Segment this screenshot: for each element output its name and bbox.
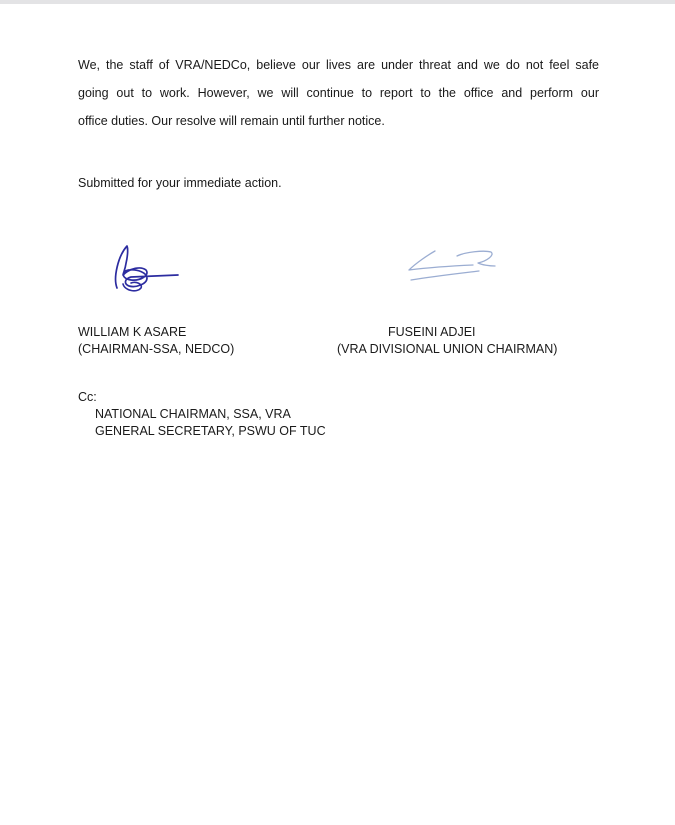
- signatory-name-william: WILLIAM K ASARE: [78, 325, 187, 339]
- fuseini-signature-underline: [411, 271, 479, 280]
- signatory-block-william: [78, 324, 234, 357]
- body-paragraph-line-3: office duties. Our resolve will remain until further notice.: [78, 114, 385, 128]
- signatory-title-william: (CHAIRMAN-SSA, NEDCO): [78, 341, 235, 356]
- william-signature-stroke: [116, 246, 178, 288]
- william-signature-image: [100, 242, 180, 294]
- signatory-block-fuseini: [337, 324, 557, 357]
- body-paragraph: [78, 51, 599, 135]
- cc-block: [78, 389, 326, 440]
- body-paragraph-line-1: We, the staff of VRA/NEDCo, believe our lives are under threat and we do not feel safe: [78, 58, 599, 72]
- cc-recipient-2: GENERAL SECRETARY, PSWU OF TUC: [95, 424, 326, 438]
- signatory-title-fuseini: (VRA DIVISIONAL UNION CHAIRMAN): [337, 341, 558, 356]
- fuseini-signature-image: [395, 244, 505, 286]
- signatory-name-fuseini: FUSEINI ADJEI: [388, 325, 476, 339]
- letter-page: [0, 4, 675, 825]
- fuseini-signature-stroke-2: [457, 251, 495, 266]
- cc-recipient-1: NATIONAL CHAIRMAN, SSA, VRA: [95, 407, 291, 421]
- submission-line: Submitted for your immediate action.: [78, 176, 282, 190]
- cc-label: Cc:: [78, 390, 97, 404]
- body-paragraph-line-2: going out to work. However, we will continue to report to the office and perform our: [78, 86, 599, 100]
